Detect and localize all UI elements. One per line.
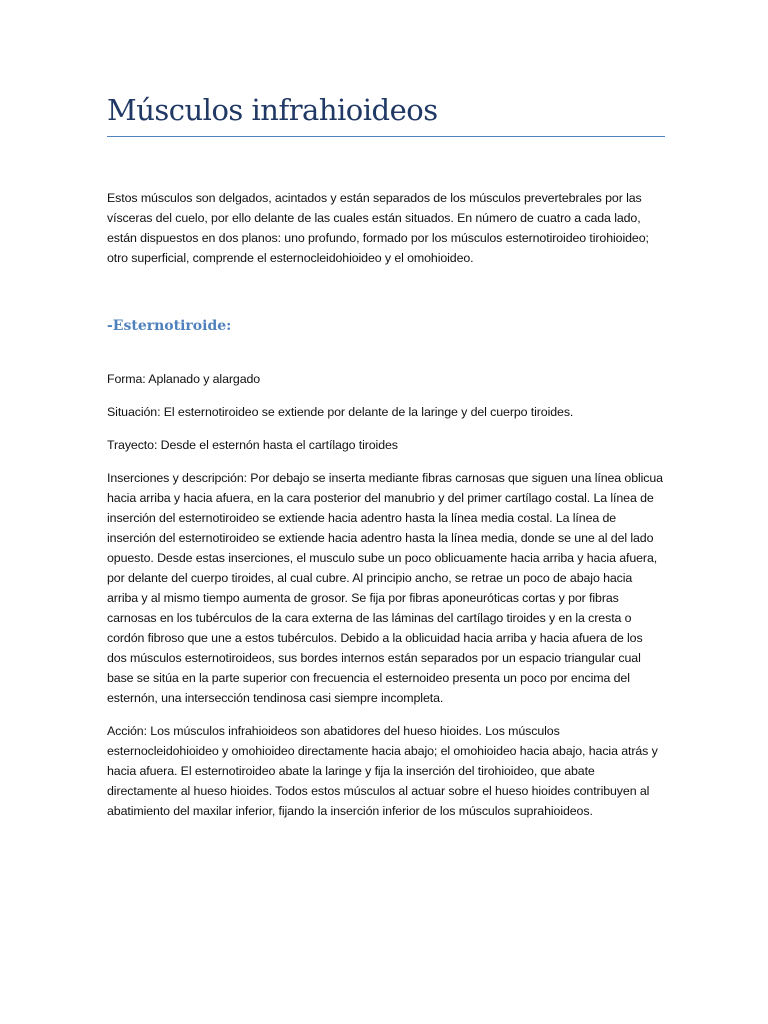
document-title: Músculos infrahioideos [107, 93, 438, 127]
intro-paragraph: Estos músculos son delgados, acintados y están separados de los músculos prevertebrales por las vísceras del cuelo, por ello delante de las cuales están situados. En número de cuatro a cada lado, están dispuestos en dos planos: uno profundo, formado por los músculos esternotiroideo tirohioideo; otro superficial, comprende el esternocleidohioideo y el omohioideo. [107, 191, 649, 265]
trayecto-paragraph: Trayecto: Desde el esternón hasta el cartílago tiroides [107, 438, 398, 452]
accion-paragraph: Acción: Los músculos infrahioideos son abatidores del hueso hioides. Los músculos esternocleidohioideo y omohioideo directamente hacia abajo; el omohioideo hacia abajo, hacia atrás y hacia afuera. El esternotiroideo abate la laringe y fija la inserción del tirohioideo, que abate directamente al hueso hioides. Todos estos músculos al actuar sobre el hueso hioides contribuyen al abatimiento del maxilar inferior, fijando la inserción inferior de los músculos suprahioideos. [107, 724, 658, 818]
inserciones-paragraph: Inserciones y descripción: Por debajo se inserta mediante fibras carnosas que siguen una línea oblicua hacia arriba y hacia afuera, en la cara posterior del manubrio y del primer cartílago costal. La línea de inserción del esternotiroideo se extiende hacia adentro hasta la línea media costal. La línea de inserción del esternotiroideo se extiende hacia adentro hasta la línea media, donde se une al del lado opuesto. Desde estas inserciones, el musculo sube un poco oblicuamente hacia arriba y hacia afuera, por delante del cuerpo tiroides, al cual cubre. Al principio ancho, se retrae un poco de abajo hacia arriba y al mismo tiempo aumenta de grosor. Se fija por fibras aponeuróticas cortas y por fibras carnosas en los tubérculos de la cara externa de las láminas del cartílago tiroides y en la cresta o cordón fibroso que une a estos tubérculos. Debido a la oblicuidad hacia arriba y hacia afuera de los dos músculos esternotiroideos, sus bordes internos están separados por un espacio triangular cual base se sitúa en la parte superior con frecuencia el esternoideo presenta un poco por encima del esternón, una intersección tendinosa casi siempre incompleta. [107, 471, 663, 705]
section-heading-esternotiroide: -Esternotiroide: [107, 318, 232, 334]
forma-paragraph: Forma: Aplanado y alargado [107, 372, 261, 386]
title-underline-divider [107, 136, 665, 137]
situacion-paragraph: Situación: El esternotiroideo se extiende por delante de la laringe y del cuerpo tiroides. [107, 405, 574, 419]
